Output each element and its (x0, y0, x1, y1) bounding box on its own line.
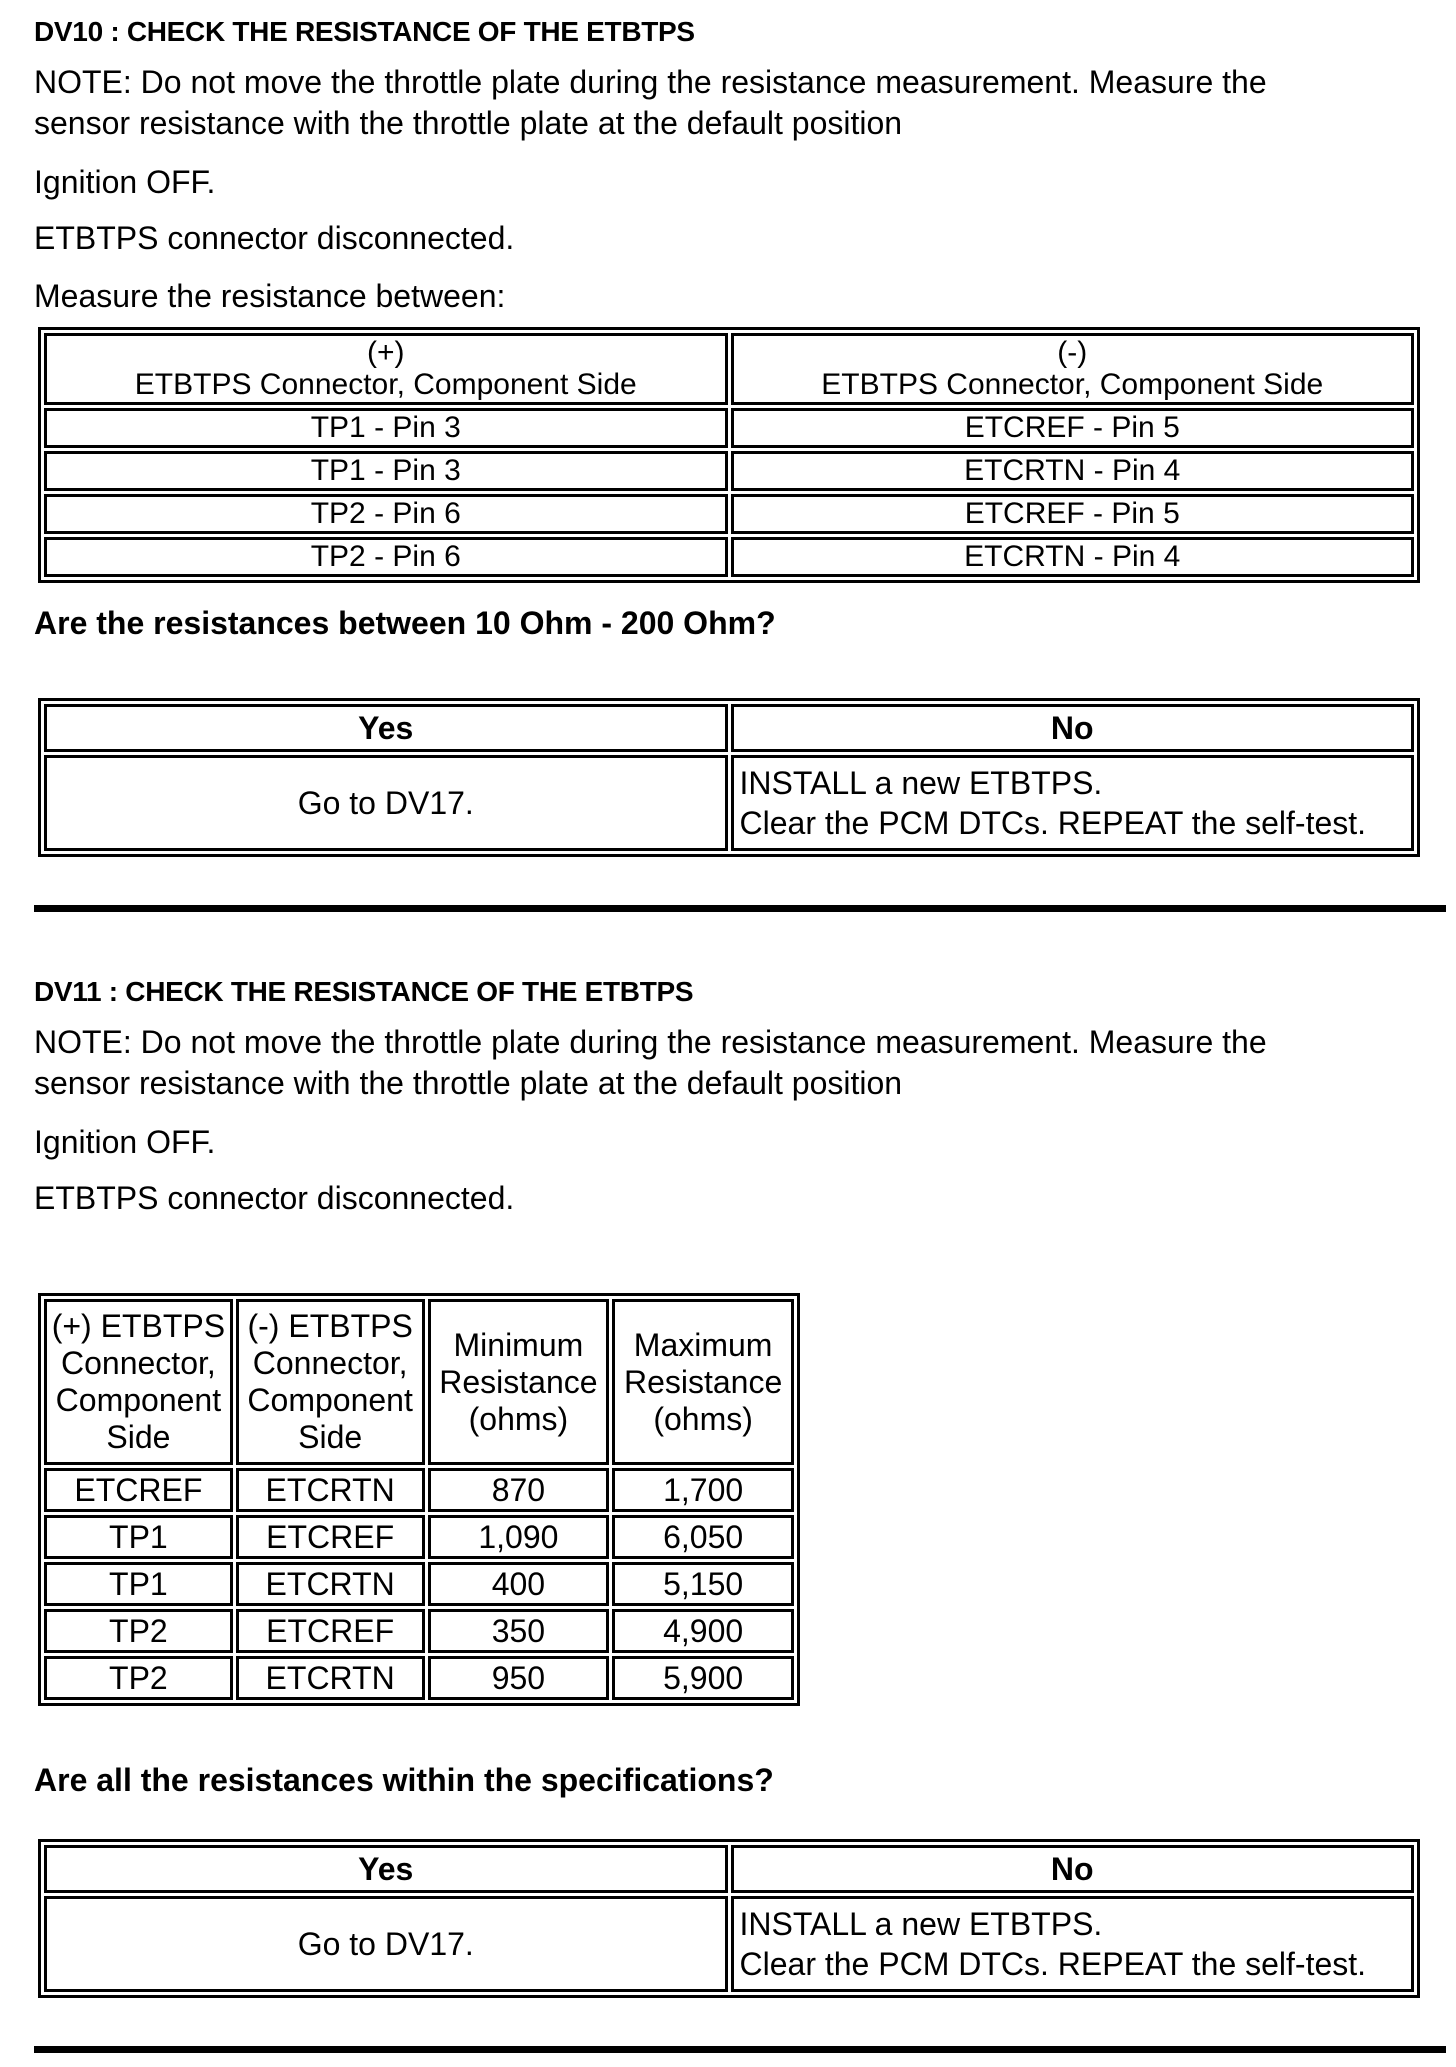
minus-pin-cell: ETCREF - Pin 5 (731, 494, 1415, 534)
page-bottom-rule (34, 2046, 1446, 2053)
table-row (44, 451, 1414, 491)
table-row (44, 755, 1414, 851)
header-line: Side (298, 1419, 363, 1455)
table-row (44, 1656, 794, 1700)
minus-column-header (731, 333, 1415, 405)
table-row (44, 408, 1414, 448)
note-line-2: sensor resistance with the throttle plate at the default position (34, 1065, 903, 1101)
min-resistance-cell: 1,090 (428, 1515, 610, 1559)
table-header-row (44, 1845, 1414, 1893)
header-line: Resistance (439, 1363, 598, 1400)
min-resistance-cell: 870 (428, 1468, 610, 1512)
yes-column-header: Yes (44, 1845, 728, 1893)
header-line: Component (55, 1382, 222, 1418)
decision-question: Are the resistances between 10 Ohm - 200 Ohm? (34, 605, 776, 641)
decision-question: Are all the resistances within the specifications? (34, 1762, 774, 1798)
note-line-2: sensor resistance with the throttle plate at the default position (34, 105, 903, 141)
section-dv10 (34, 16, 1446, 857)
measure-points-table (38, 327, 1420, 583)
section-divider-rule (34, 905, 1446, 912)
ignition-step: Ignition OFF. (34, 164, 216, 200)
minus-connector-header (236, 1299, 425, 1465)
header-line: Maximum (633, 1326, 773, 1363)
no-result-line-1: INSTALL a new ETBTPS. (739, 1906, 1103, 1942)
yes-result-cell: Go to DV17. (44, 755, 728, 851)
min-resistance-cell: 950 (428, 1656, 610, 1700)
max-resistance-cell: 6,050 (612, 1515, 794, 1559)
yes-no-table (38, 1839, 1420, 1998)
section-heading-dv10: DV10 : CHECK THE RESISTANCE OF THE ETBTPS (34, 16, 695, 47)
max-resistance-cell: 5,150 (612, 1562, 794, 1606)
plus-column-header (44, 333, 728, 405)
max-resistance-cell: 1,700 (612, 1468, 794, 1512)
header-line: Resistance (623, 1363, 783, 1400)
note-line-1: NOTE: Do not move the throttle plate during the resistance measurement. Measure the (34, 1024, 1267, 1060)
table-row (44, 1562, 794, 1606)
minus-sign-label: (-) (1057, 336, 1088, 369)
table-row (44, 494, 1414, 534)
table-row (44, 537, 1414, 577)
note-paragraph (34, 62, 1446, 144)
table-header-row (44, 704, 1414, 752)
table-header-row (44, 333, 1414, 405)
minus-pin-cell: ETCRTN - Pin 4 (731, 537, 1415, 577)
section-heading-dv11: DV11 : CHECK THE RESISTANCE OF THE ETBTPS (34, 976, 694, 1007)
plus-connector-cell: TP1 (44, 1562, 233, 1606)
table-row (44, 1468, 794, 1512)
table-row (44, 1609, 794, 1653)
header-line: Connector, (252, 1345, 408, 1381)
header-line: Side (106, 1419, 171, 1455)
plus-pin-cell: TP2 - Pin 6 (44, 494, 728, 534)
plus-pin-cell: TP2 - Pin 6 (44, 537, 728, 577)
minus-connector-cell: ETCREF (236, 1609, 425, 1653)
minus-connector-cell: ETCREF (236, 1515, 425, 1559)
plus-connector-cell: TP2 (44, 1609, 233, 1653)
max-resistance-cell: 4,900 (612, 1609, 794, 1653)
header-line: (-) ETBTPS (247, 1308, 413, 1344)
minus-connector-cell: ETCRTN (236, 1562, 425, 1606)
section-dv11 (34, 976, 1446, 1998)
yes-column-header: Yes (44, 704, 728, 752)
plus-connector-cell: ETCREF (44, 1468, 233, 1512)
no-column-header: No (731, 704, 1415, 752)
minus-connector-cell: ETCRTN (236, 1468, 425, 1512)
note-paragraph (34, 1022, 1446, 1104)
minus-pin-cell: ETCREF - Pin 5 (731, 408, 1415, 448)
connector-step: ETBTPS connector disconnected. (34, 220, 515, 256)
yes-no-table (38, 698, 1420, 857)
no-result-cell (731, 1896, 1415, 1992)
minus-pin-cell: ETCRTN - Pin 4 (731, 451, 1415, 491)
header-line: (+) ETBTPS (51, 1308, 226, 1344)
connector-step: ETBTPS connector disconnected. (34, 1180, 515, 1216)
no-result-cell (731, 755, 1415, 851)
measure-intro: Measure the resistance between: (34, 278, 506, 314)
no-column-header: No (731, 1845, 1415, 1893)
resistance-spec-table (38, 1293, 800, 1706)
minus-column-subtitle: ETBTPS Connector, Component Side (821, 368, 1324, 401)
min-resistance-cell: 400 (428, 1562, 610, 1606)
max-resistance-header (612, 1299, 794, 1465)
note-line-1: NOTE: Do not move the throttle plate during the resistance measurement. Measure the (34, 64, 1267, 100)
plus-connector-cell: TP2 (44, 1656, 233, 1700)
plus-column-subtitle: ETBTPS Connector, Component Side (134, 368, 637, 401)
plus-sign-label: (+) (367, 336, 405, 369)
table-row (44, 1515, 794, 1559)
table-header-row (44, 1299, 794, 1465)
no-result-line-1: INSTALL a new ETBTPS. (739, 765, 1103, 801)
no-result-line-2: Clear the PCM DTCs. REPEAT the self-test. (739, 1946, 1367, 1982)
header-line: (ohms) (468, 1400, 569, 1437)
header-line: Component (247, 1382, 413, 1418)
plus-pin-cell: TP1 - Pin 3 (44, 451, 728, 491)
plus-connector-cell: TP1 (44, 1515, 233, 1559)
header-line: (ohms) (653, 1400, 753, 1437)
no-result-line-2: Clear the PCM DTCs. REPEAT the self-test. (739, 805, 1367, 841)
minus-connector-cell: ETCRTN (236, 1656, 425, 1700)
table-row (44, 1896, 1414, 1992)
header-line: Connector, (61, 1345, 216, 1381)
plus-pin-cell: TP1 - Pin 3 (44, 408, 728, 448)
header-line: Minimum (453, 1326, 584, 1363)
yes-result-cell: Go to DV17. (44, 1896, 728, 1992)
ignition-step: Ignition OFF. (34, 1124, 216, 1160)
plus-connector-header (44, 1299, 233, 1465)
min-resistance-cell: 350 (428, 1609, 610, 1653)
min-resistance-header (428, 1299, 610, 1465)
max-resistance-cell: 5,900 (612, 1656, 794, 1700)
